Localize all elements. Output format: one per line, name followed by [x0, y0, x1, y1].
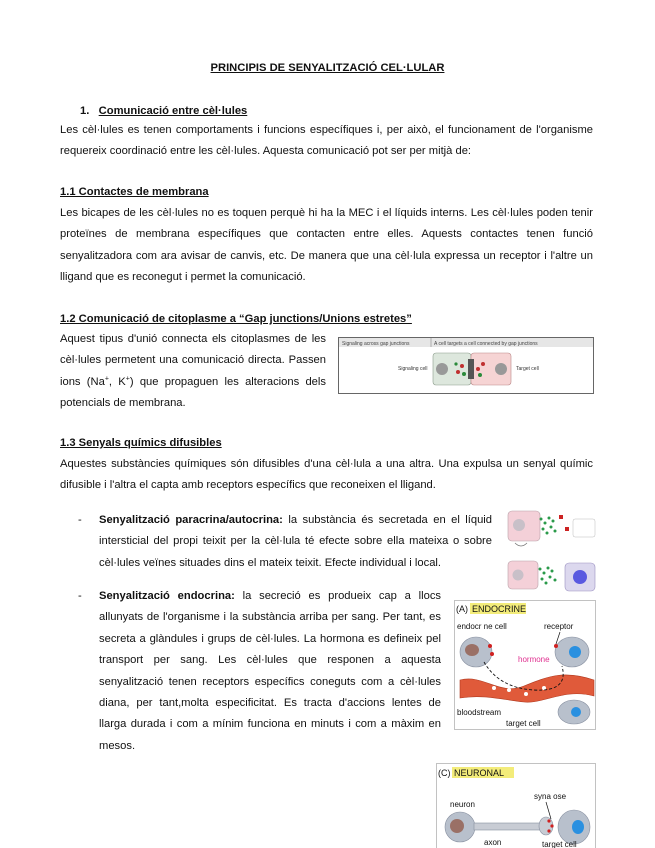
paracrine-figure: [505, 505, 600, 597]
bullet-bold: Senyalització paracrina/autocrina:: [99, 514, 283, 526]
bullet-dash: -: [78, 514, 82, 526]
section-1-1-body: Les bicapes de les cèl·lules no es toquen perquè hi ha la MEC i el líquids interns. Les cèl·lules poden tenir proteïnes de membrana específiques que contacten entre elles. Aquests contactes tenen funció senyalitzadora com ara avisar de canvis, etc. De manera que una cèl·lula expressa un receptor i l'altre un lligand que es reconegut i permet la comunicació.: [60, 207, 593, 284]
section-title: Comunicació entre cèl·lules: [98, 105, 248, 117]
target-cell-label: target cell: [506, 719, 541, 728]
neuron-target-label: target cell: [542, 840, 577, 848]
bullet-endocrine: [99, 586, 441, 757]
axon-label: axon: [484, 838, 502, 847]
neuronal-figure: [436, 763, 596, 848]
neuronal-fig-title: NEURONAL: [454, 768, 505, 778]
gap-fig-label-right: Target cell: [516, 366, 539, 372]
endocrine-fig-label: (A): [456, 604, 468, 614]
section-1-body: Les cèl·lules es tenen comportaments i funcions específiques i, per això, el funcionament de l'organisme requereix coordinació entre les cèl·lules. Aquesta comunicació pot ser per mitjà de:: [60, 124, 593, 158]
neuronal-fig-label: (C): [438, 768, 451, 778]
section-1-1-heading: 1.1 Contactes de membrana: [60, 186, 209, 198]
axon: [474, 823, 540, 830]
gap-fig-label-left: Signaling cell: [398, 366, 428, 372]
section-1-3-body: Aquestes substàncies químiques són difusibles d'una cèl·lula a una altra. Una expulsa un senyal químic difusible i l'altra el capta amb receptors específics que reconeixen el lligand.: [60, 458, 593, 492]
section-1-2-heading: 1.2 Comunicació de citoplasme a “Gap junctions/Unions estretes”: [60, 313, 412, 325]
gap-fig-header-left: Signaling across gap junctions: [342, 341, 410, 347]
neuron-label: neuron: [450, 800, 475, 809]
bullet-text: la substància és secretada en el líquid intersticial del propi teixit per la cèl·lula té efecte sobre ella mateixa o sobre cèl·lules veïnes situades dins el mateix teixit. Efecte individual i local.: [99, 514, 492, 569]
section-number: 1.: [80, 105, 90, 117]
endocrine-fig-title: ENDOCRINE: [472, 604, 527, 614]
bullet-paracrine: [99, 510, 492, 574]
hormone-label: hormone: [518, 655, 550, 664]
bullet-dash: -: [78, 590, 82, 602]
endocrine-figure: [454, 600, 596, 730]
page-title: PRINCIPIS DE SENYALITZACIÓ CEL·LULAR: [210, 62, 445, 74]
gap-junction-figure: [338, 337, 594, 394]
endocrine-cell-label: endocr ne cell: [457, 622, 507, 631]
bullet-bold: Senyalització endocrina:: [99, 590, 235, 602]
receptor-label: receptor: [544, 622, 574, 631]
section-1-2-body: Aquest tipus d'unió connecta els citoplasmes de les cèl·lules permetent una comunicació directa. Passen ions (Na+, K+) que propaguen les alteracions dels potencials de membrana.: [60, 333, 326, 410]
section-1-3-heading: 1.3 Senyals químics difusibles: [60, 437, 222, 449]
bloodstream-label: bloodstream: [457, 708, 502, 717]
gap-fig-header-right: A cell targets a cell connected by gap junctions: [434, 341, 538, 347]
synapse-label: syna ose: [534, 792, 567, 801]
bullet-text: la secreció es produeix cap a llocs allunyats de l'organisme i la substància arriba per sang. Per tant, es secreta a glàndules i grups de cèl·lules. La hormona es defineix pel transport per sang. Les cèl·lules que responen a aquesta senyalització tenen receptors específics coneguts com a cèl·lules diana, per tant,molta especificitat. Es tracta d'accions lentes de llarga durada i com a mínim funciona en minuts i com a màxim en mesos.: [99, 590, 442, 752]
